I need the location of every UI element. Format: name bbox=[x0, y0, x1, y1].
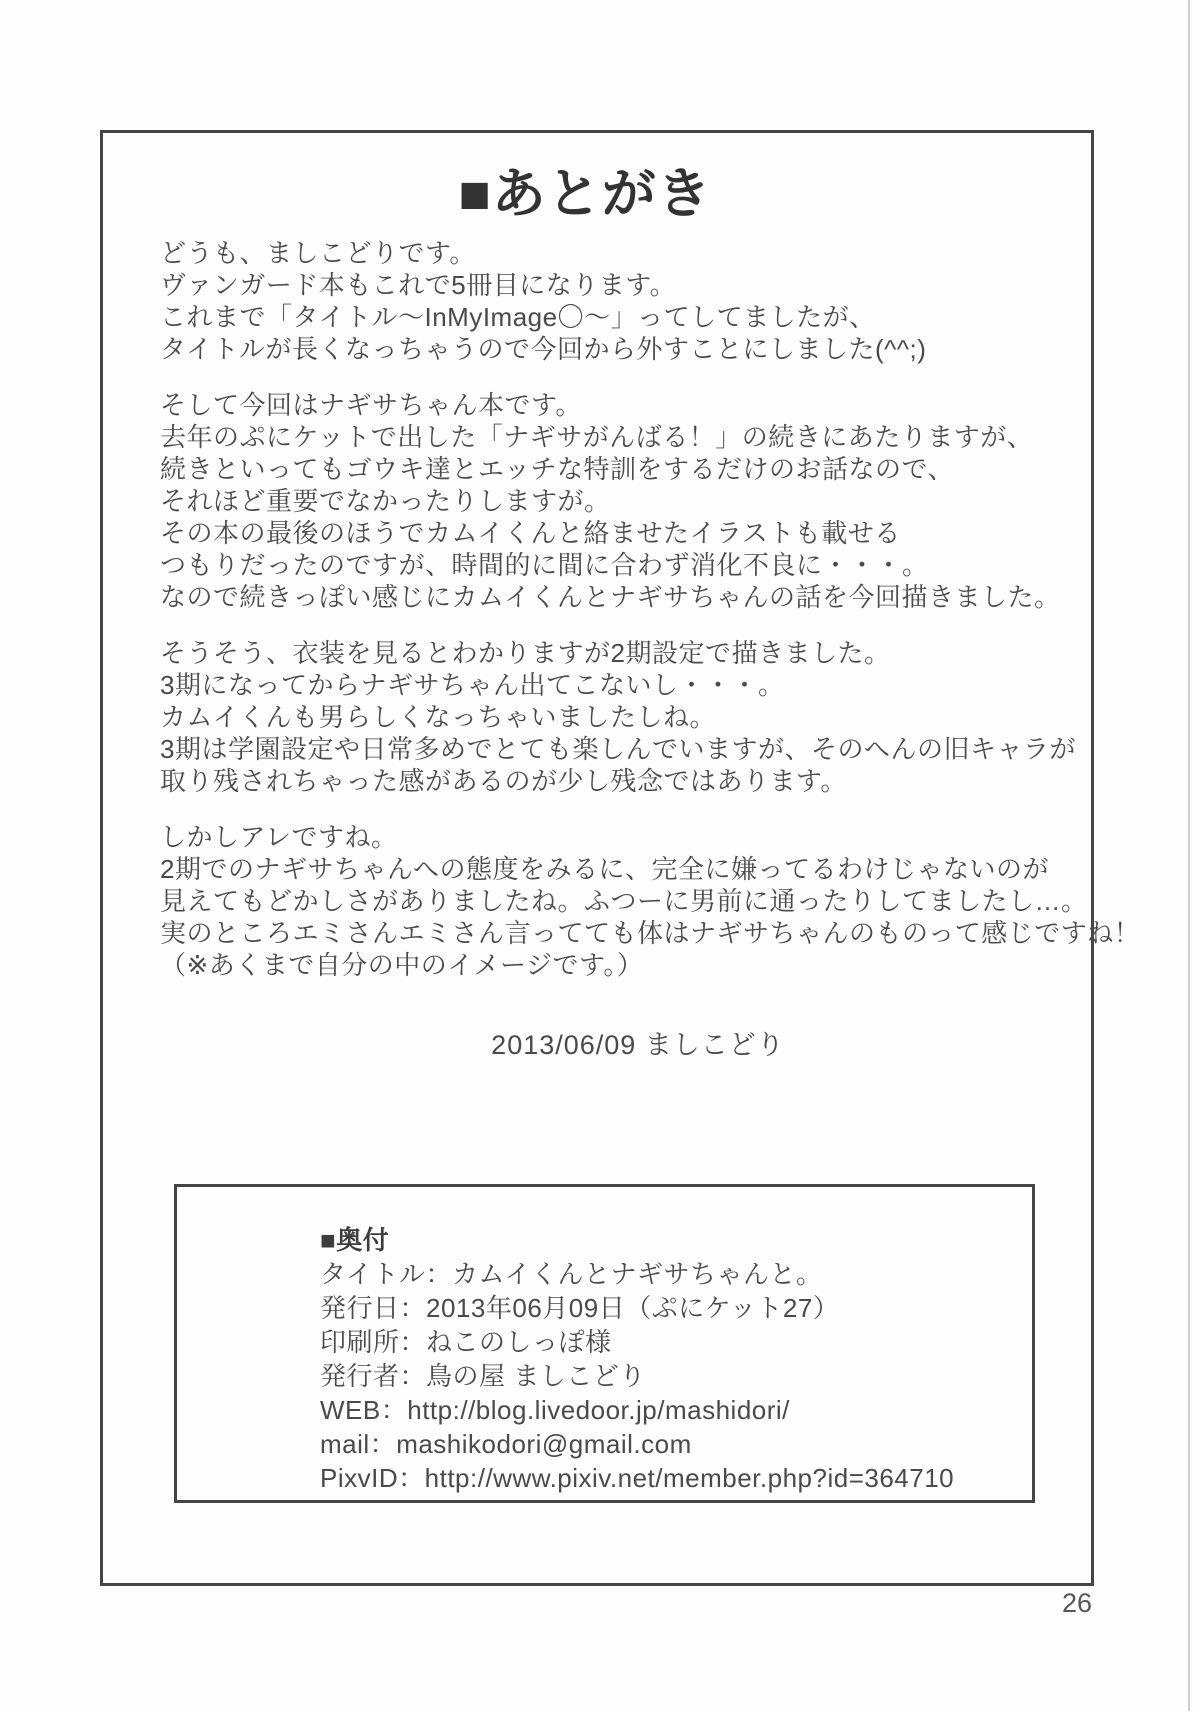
afterword-line: （※あくまで自分の中のイメージです。） bbox=[160, 950, 644, 980]
page-frame bbox=[100, 130, 1141, 1586]
colophon-label: 発行者 bbox=[320, 1361, 400, 1391]
afterword-line: ヴァンガード本もこれで5冊目になります。 bbox=[160, 270, 677, 300]
colophon-separator: ： bbox=[425, 1259, 452, 1289]
afterword-heading: ■あとがき bbox=[458, 164, 712, 224]
colophon-value: ねこのしっぽ様 bbox=[426, 1327, 612, 1357]
colophon-separator: ： bbox=[399, 1293, 427, 1323]
colophon-value: http://www.pixiv.net/member.php?id=364710 bbox=[424, 1463, 955, 1493]
colophon-label: PixvID bbox=[320, 1463, 399, 1493]
colophon-separator: ： bbox=[399, 1327, 427, 1357]
colophon-label: 印刷所 bbox=[320, 1327, 400, 1357]
scan-edge-line bbox=[1188, 0, 1190, 1711]
afterword-line: そして今回はナギサちゃん本です。 bbox=[160, 390, 582, 420]
afterword-line: 取り残されちゃった感があるのが少し残念ではあります。 bbox=[160, 766, 847, 796]
page-number: 26 bbox=[1062, 1588, 1093, 1618]
colophon-label: タイトル bbox=[320, 1259, 426, 1289]
afterword-line: そうそう、衣装を見るとわかりますが2期設定で描きました。 bbox=[160, 638, 891, 668]
afterword-paragraph-3 bbox=[160, 637, 1076, 797]
afterword-section bbox=[160, 133, 1141, 1062]
colophon-row-publisher bbox=[320, 1359, 1032, 1393]
afterword-line: 3期になってからナギサちゃん出てこないし・・・。 bbox=[160, 670, 785, 700]
colophon-separator: ： bbox=[369, 1429, 397, 1459]
colophon-row-printer bbox=[320, 1325, 1032, 1359]
afterword-line: カムイくんも男らしくなっちゃいましたしね。 bbox=[160, 702, 716, 732]
colophon-row-date bbox=[320, 1291, 1032, 1325]
colophon-heading: ■奥付 bbox=[320, 1225, 390, 1255]
afterword-line: しかしアレですね。 bbox=[160, 822, 398, 852]
afterword-paragraph-1 bbox=[160, 237, 1060, 365]
colophon-value: 2013年06月09日（ぷにケット27） bbox=[426, 1293, 840, 1323]
afterword-line: なので続きっぽい感じにカムイくんとナギサちゃんの話を今回描きました。 bbox=[160, 582, 1061, 612]
afterword-line: タイトルが長くなっちゃうので今回から外すことにしました(^^;) bbox=[160, 334, 927, 364]
colophon-value: http://blog.livedoor.jp/mashidori/ bbox=[407, 1395, 790, 1425]
afterword-line: その本の最後のほうでカムイくんと絡ませたイラストも載せる bbox=[160, 518, 901, 548]
colophon-label: 発行日 bbox=[320, 1293, 400, 1323]
colophon-label: WEB bbox=[320, 1395, 381, 1425]
afterword-line: 実のところエミさんエミさん言ってても体はナギサちゃんのものって感じですね！ bbox=[160, 918, 1141, 948]
colophon-box bbox=[174, 1184, 1035, 1503]
afterword-line: どうも、ましこどりです。 bbox=[160, 238, 476, 268]
colophon-row-mail bbox=[320, 1427, 1032, 1461]
afterword-paragraph-2 bbox=[160, 389, 1060, 613]
colophon-value: カムイくんとナギサちゃんと。 bbox=[452, 1259, 823, 1289]
colophon-content bbox=[177, 1187, 1032, 1495]
colophon-value: 鳥の屋 ましこどり bbox=[426, 1361, 646, 1391]
afterword-line: 続きといってもゴウキ達とエッチな特訓をするだけのお話なので、 bbox=[160, 454, 954, 484]
colophon-separator: ： bbox=[380, 1395, 408, 1425]
afterword-line: 見えてもどかしさがありましたね。ふつーに男前に通ったりしてましたし…。 bbox=[160, 886, 1088, 916]
afterword-line: これまで「タイトル～InMyImage〇～」ってしてましたが、 bbox=[160, 302, 876, 332]
colophon-row-pixiv bbox=[320, 1461, 1032, 1495]
afterword-line: 2期でのナギサちゃんへの態度をみるに、完全に嫌ってるわけじゃないのが bbox=[160, 854, 1049, 884]
signoff-line: 2013/06/09 ましこどり bbox=[491, 1030, 785, 1060]
afterword-paragraph-4 bbox=[160, 821, 1141, 981]
colophon-row-title bbox=[320, 1257, 1032, 1291]
afterword-line: つもりだったのですが、時間的に間に合わず消化不良に・・・。 bbox=[160, 550, 929, 580]
afterword-line: 3期は学園設定や日常多めでとても楽しんでいますが、そのへんの旧キャラが bbox=[160, 734, 1076, 764]
afterword-line: 去年のぷにケットで出した「ナギサがんばる！」の続きにあたりますが、 bbox=[160, 422, 1034, 452]
colophon-separator: ： bbox=[399, 1361, 427, 1391]
colophon-separator: ： bbox=[398, 1463, 425, 1493]
afterword-line: それほど重要でなかったりしますが。 bbox=[160, 486, 611, 516]
colophon-label: mail bbox=[320, 1429, 370, 1459]
colophon-value: mashikodori@gmail.com bbox=[396, 1429, 692, 1459]
colophon-row-web bbox=[320, 1393, 1032, 1427]
